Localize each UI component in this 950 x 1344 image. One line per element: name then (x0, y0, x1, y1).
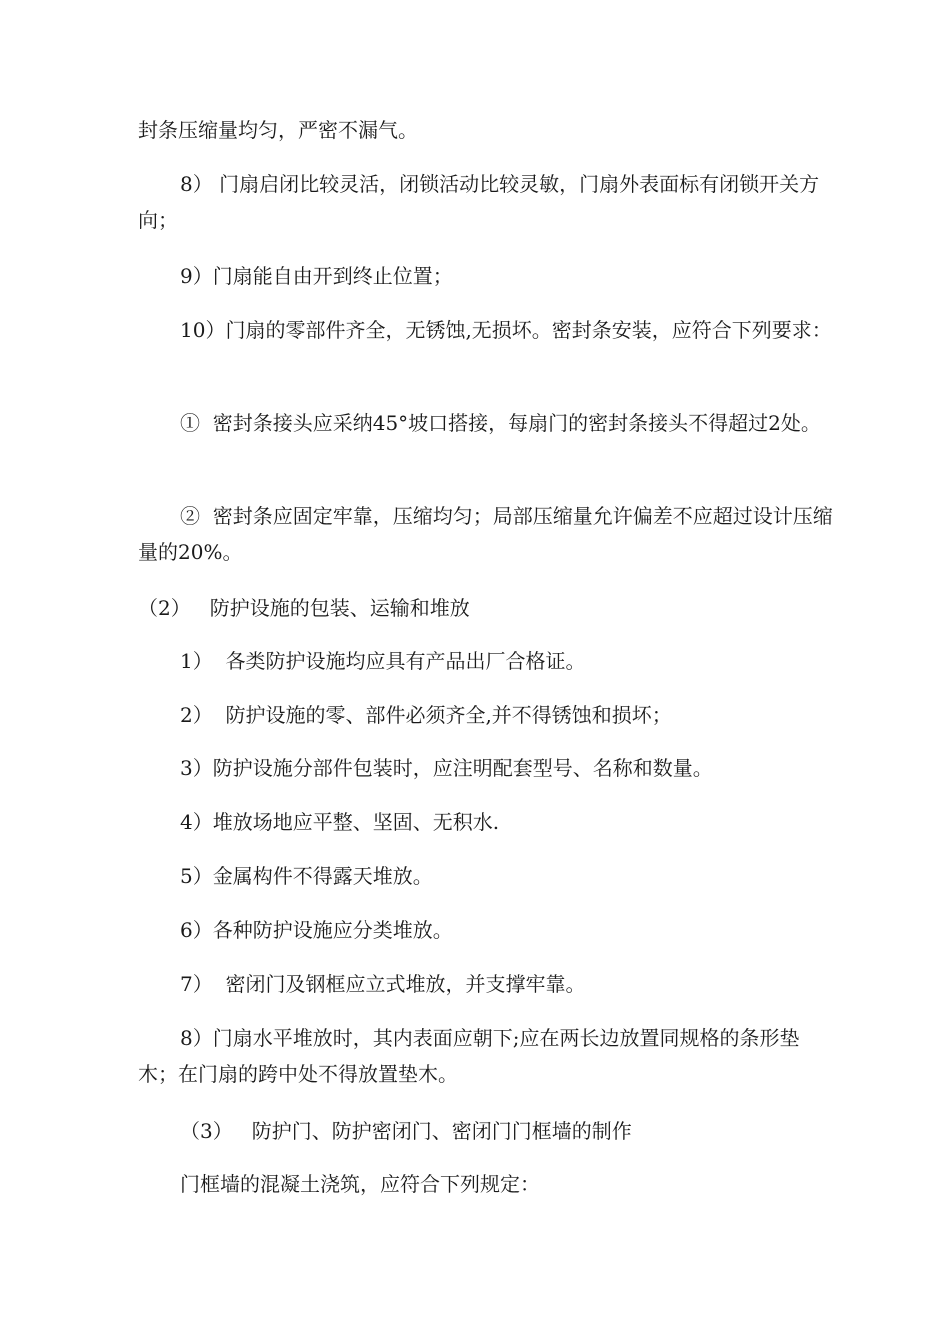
section-heading-3: （3） 防护门、防护密闭门、密闭门门框墙的制作 (180, 1119, 632, 1143)
list-item-1: 1） 各类防护设施均应具有产品出厂合格证。 (180, 649, 586, 673)
list-item-8b: 8）门扇水平堆放时，其内表面应朝下;应在两长边放置同规格的条形垫木；在门扇的跨中处不得放置垫木。 (138, 1026, 800, 1086)
list-item-2: 2） 防护设施的零、部件必须齐全,并不得锈蚀和损坏； (180, 703, 672, 727)
list-item-6: 6）各种防护设施应分类堆放。 (180, 918, 453, 942)
list-item-5: 5）金属构件不得露天堆放。 (180, 864, 433, 888)
sub-item-2: ② 密封条应固定牢靠，压缩均匀；局部压缩量允许偏差不应超过设计压缩量的20%。 (138, 504, 833, 564)
list-item-3: 3）防护设施分部件包装时，应注明配套型号、名称和数量。 (180, 756, 713, 780)
list-item-7: 7） 密闭门及钢框应立式堆放，并支撑牢靠。 (180, 972, 586, 996)
paragraph-continuation: 封条压缩量均匀，严密不漏气。 (138, 118, 418, 142)
paragraph-door-frame: 门框墙的混凝土浇筑，应符合下列规定： (180, 1172, 540, 1196)
sub-item-1: ① 密封条接头应采纳45°坡口搭接，每扇门的密封条接头不得超过2处。 (180, 411, 821, 435)
section-heading-2: （2） 防护设施的包装、运输和堆放 (138, 596, 470, 620)
list-item-10: 10）门扇的零部件齐全，无锈蚀,无损坏。密封条安装，应符合下列要求： (180, 318, 832, 342)
list-item-9: 9）门扇能自由开到终止位置； (180, 264, 453, 288)
list-item-4: 4）堆放场地应平整、坚固、无积水. (180, 810, 500, 834)
list-item-8: 8） 门扇启闭比较灵活，闭锁活动比较灵敏，门扇外表面标有闭锁开关方向； (138, 172, 820, 232)
